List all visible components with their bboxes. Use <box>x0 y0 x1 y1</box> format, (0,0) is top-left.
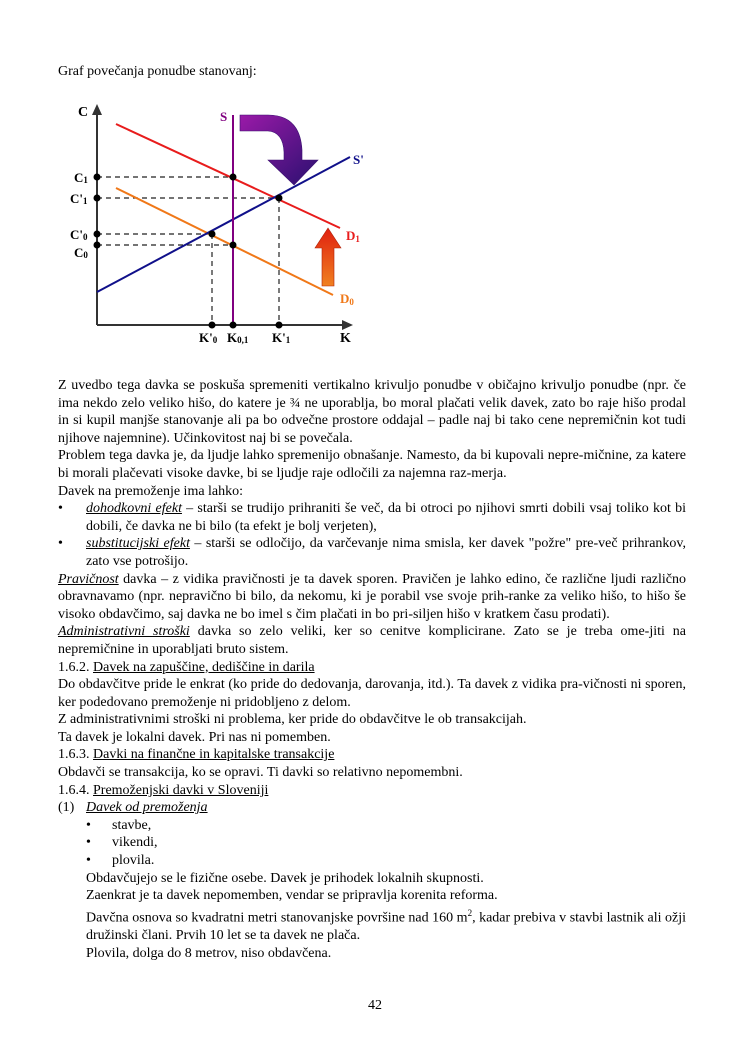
tick-c1-prime: C'1 <box>70 191 88 206</box>
list-item-text: plovila. <box>112 853 155 869</box>
paragraph-text: , kadar prebiva v stavbi lastnik ali ožji družinski člani. Prvih 10 let se ta davek ne plača. <box>86 910 686 944</box>
term: dohodkovni efekt <box>86 501 182 517</box>
tick-k1-prime: K'1 <box>272 330 291 345</box>
demand-curve-d0 <box>116 188 333 295</box>
section-heading-1-6-3 <box>58 746 686 764</box>
up-arrow-icon <box>315 228 341 286</box>
bullet-icon: • <box>86 817 91 833</box>
tick-c0-prime: C'0 <box>70 227 88 242</box>
equilibrium-points <box>94 174 283 329</box>
list-item <box>86 834 686 852</box>
section-number: 1.6.3. <box>58 747 93 763</box>
dashed-guides <box>97 177 279 325</box>
label-s-prime: S' <box>353 152 364 167</box>
list-item <box>58 535 686 570</box>
term: substitucijski efekt <box>86 536 190 552</box>
numbered-item <box>58 799 686 817</box>
paragraph <box>58 571 686 624</box>
paragraph <box>58 623 686 658</box>
term: Administrativni stroški <box>58 624 190 640</box>
list-item <box>58 500 686 535</box>
axes <box>92 104 353 330</box>
bullet-icon: • <box>86 853 91 869</box>
bullet-icon: • <box>58 536 63 552</box>
list-item-text: vikendi, <box>112 835 158 851</box>
x-axis-label: K <box>340 331 351 346</box>
effects-list <box>58 500 686 570</box>
tick-k0-prime: K'0 <box>199 330 218 345</box>
list-item-text: – starši se trudijo prihraniti še več, da bi otroci po njihovi smrti dobili vsaj toliko kot bi dobili, če davka ne bi bilo (ta efekt je bolj verjeten), <box>86 501 686 534</box>
paragraph-text: davka so zelo veliki, ker so cenitve komplicirane. Zato se je treba ome-jiti na nepremičnine in uporabljati bruto sistem. <box>58 624 686 657</box>
section-number: 1.6.2. <box>58 659 93 675</box>
label-d0: D0 <box>340 291 354 307</box>
page-number: 42 <box>368 998 382 1013</box>
paragraph: Problem tega davka je, da ljudje lahko spremenijo obnašanje. Namesto, da bi kupovali nepre-mičnine, za katere bi morali plačevati visoke davke, bi se ljudje raje odločili za najemna raz-merja. <box>58 448 686 481</box>
item-title: Davek od premoženja <box>86 800 208 816</box>
demand-curve-d1 <box>116 124 340 228</box>
tick-c0: C0 <box>74 245 88 260</box>
paragraph: Z uvedbo tega davka se poskuša spremeniti vertikalno krivuljo ponudbe v običajno krivuljo ponudbe (npr. če ima nekdo zelo veliko hišo, do katere je ¾ ne uporablja, bo moral plačati velik davek, zato bo raje hišo prodal in si kupil manjše stanovanje ali pa bo odvečne prostore oddajal – padle naj bi tako cene nepremičnin kot tudi njihove najemnine). Učinkovitost naj bi se povečala. <box>58 378 686 446</box>
list-item <box>86 817 686 835</box>
section-title: Davki na finančne in kapitalske transakcije <box>93 747 335 763</box>
supply-demand-graph <box>60 95 380 355</box>
paragraph: Obdavči se transakcija, ko se opravi. Ti davki so relativno nepomembni. <box>58 765 463 781</box>
section-heading-1-6-2 <box>58 659 686 677</box>
curved-arrow-icon <box>240 115 318 185</box>
section-heading-1-6-4 <box>58 782 686 800</box>
property-list <box>58 817 686 870</box>
paragraph-text: davka – z vidika pravičnosti je ta davek sporen. Pravičen je lahko edino, če različne ljudi različno obravnavamo (npr. nepravično bi bilo, da nekomu, ki je porabil vse svoje prih-ranke za veliko hišo, to hišo še visoko obdavčimo, saj davka ne bo imel s čim plačati in bo pri-siljen hišo v kratkem času prodati). <box>58 571 686 622</box>
tick-c1: C1 <box>74 170 88 185</box>
section-title: Davek na zapuščine, dediščine in darila <box>93 659 315 675</box>
paragraph: Do obdavčitve pride le enkrat (ko pride do dedovanja, darovanja, itd.). Ta davek z vidika pra-vičnosti ni sporen, ker podedovano premoženje ni pridobljeno z delom. <box>58 677 686 710</box>
paragraph: Plovila, dolga do 8 metrov, niso obdavčena. <box>86 945 332 961</box>
section-title: Premoženjski davki v Sloveniji <box>93 782 269 798</box>
paragraph: Zaenkrat je ta davek nepomemben, vendar se pripravlja korenita reforma. <box>86 888 498 904</box>
tick-k01: K0,1 <box>227 330 249 345</box>
paragraph: Z administrativnimi stroški ni problema, ker pride do obdavčitve le ob transakcijah. <box>58 712 527 728</box>
paragraph-text: Davčna osnova so kvadratni metri stanovanjske površine nad 160 m <box>86 910 468 926</box>
superscript: 2 <box>467 907 473 918</box>
list-item <box>86 852 686 870</box>
paragraph: Ta davek je lokalni davek. Pri nas ni pomemben. <box>58 729 331 745</box>
paragraph: Obdavčujejo se le fizične osebe. Davek je prihodek lokalnih skupnosti. <box>86 870 484 886</box>
section-number: 1.6.4. <box>58 782 93 798</box>
paragraph: Davek na premoženje ima lahko: <box>58 483 244 499</box>
bullet-icon: • <box>86 835 91 851</box>
figure-caption: Graf povečanja ponudbe stanovanj: <box>58 64 257 79</box>
item-number: (1) <box>58 800 75 816</box>
label-s: S <box>220 109 228 124</box>
term: Pravičnost <box>58 571 119 587</box>
list-item-text: – starši se odločijo, da varčevanje nima smisla, ker davek "požre" pre-več prihrankov, zato vse potrošijo. <box>86 536 687 569</box>
y-axis-label: C <box>78 105 89 120</box>
label-d1: D1 <box>346 228 360 244</box>
paragraph <box>58 905 686 945</box>
list-item-text: stavbe, <box>112 817 152 833</box>
bullet-icon: • <box>58 501 63 517</box>
body-text <box>58 377 686 962</box>
